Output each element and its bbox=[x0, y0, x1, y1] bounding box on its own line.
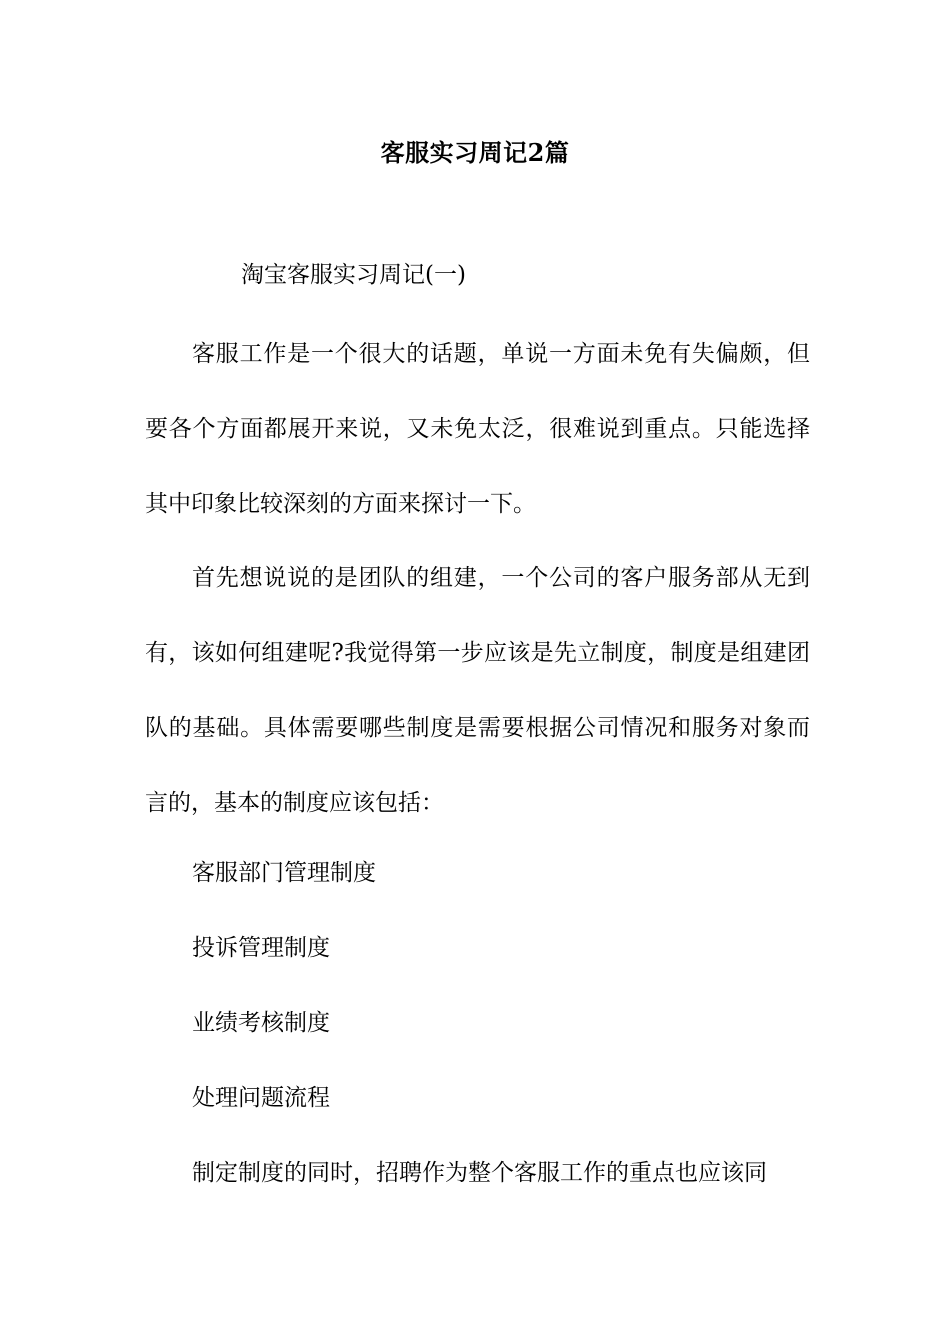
list-item-2: 投诉管理制度 bbox=[192, 935, 330, 961]
paragraph-1: 客服工作是一个很大的话题，单说一方面未免有失偏颇，但要各个方面都展开来说，又未免太泛，很难说到重点。只能选择其中印象比较深刻的方面来探讨一下。 bbox=[145, 341, 810, 517]
list-item-1: 客服部门管理制度 bbox=[192, 860, 376, 886]
list-item-3: 业绩考核制度 bbox=[192, 1010, 330, 1036]
paragraph-2: 首先想说说的是团队的组建，一个公司的客户服务部从无到有，该如何组建呢?我觉得第一步应该是先立制度，制度是组建团队的基础。具体需要哪些制度是需要根据公司情况和服务对象而言的，基本的制度应该包括： bbox=[145, 565, 810, 816]
document-title: 客服实习周记2篇 bbox=[380, 138, 570, 167]
document-subtitle: 淘宝客服实习周记(一) bbox=[241, 262, 466, 288]
list-item-4: 处理问题流程 bbox=[192, 1085, 330, 1111]
paragraph-3-start: 制定制度的同时，招聘作为整个客服工作的重点也应该同 bbox=[192, 1160, 767, 1186]
